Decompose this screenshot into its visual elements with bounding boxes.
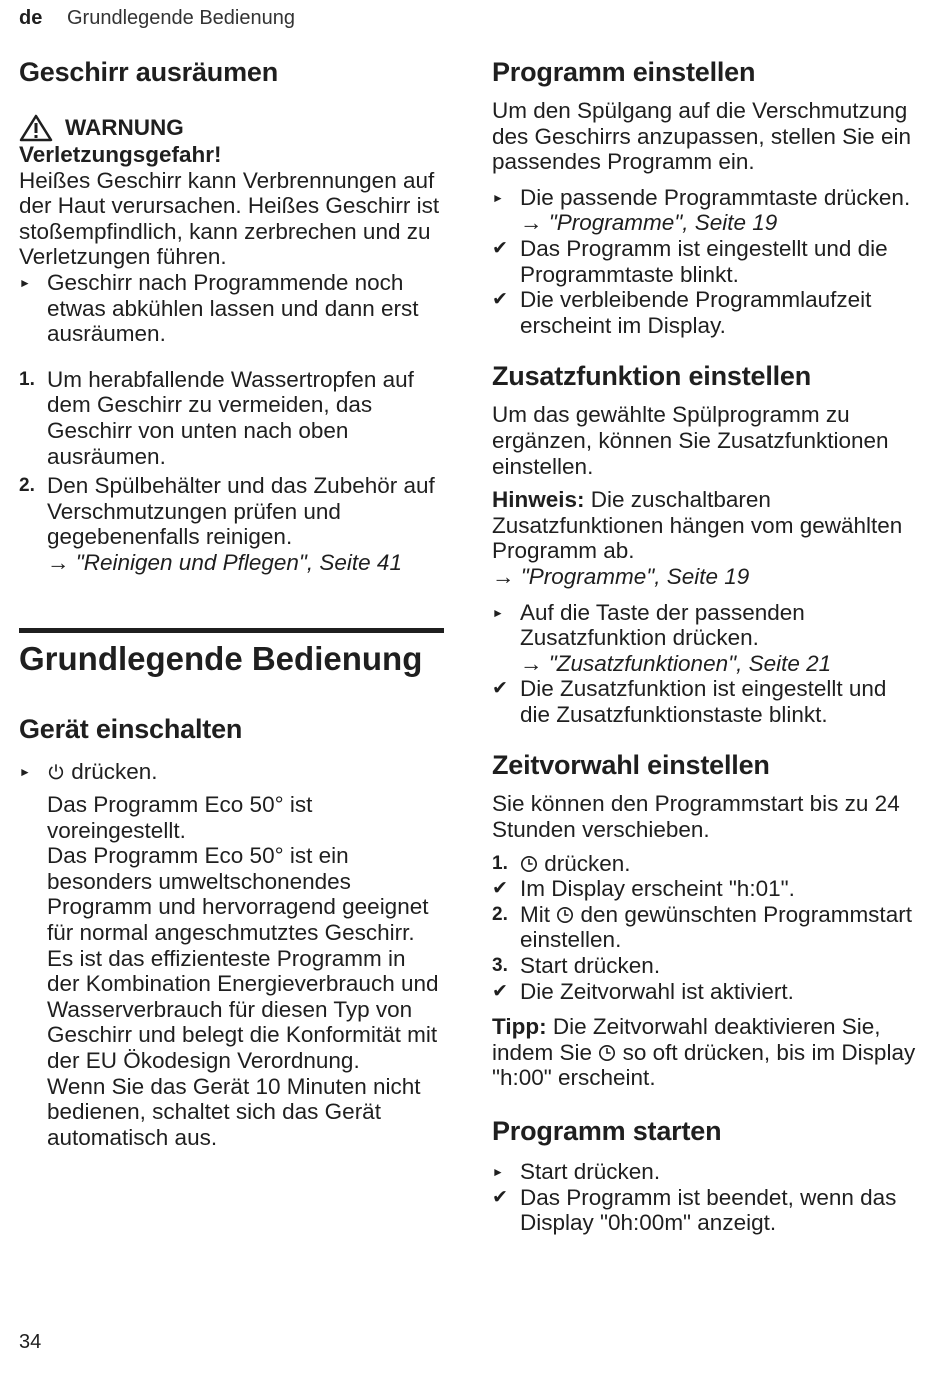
right-column: [492, 52, 922, 1236]
list-item: [492, 676, 922, 727]
list-item: [19, 367, 444, 469]
tip-text: so oft drücken, bis im Display "h:00" erscheint.: [492, 1039, 916, 1091]
result-text: Das Programm ist beendet, wenn das Display "0h:00m" anzeigt.: [520, 1184, 897, 1236]
result-text: Die verbleibende Programmlaufzeit erscheint im Display.: [520, 287, 872, 338]
step-text: drücken.: [544, 850, 631, 876]
cross-reference-link[interactable]: → "Programme", Seite 19: [520, 210, 778, 236]
list-item: [19, 759, 444, 785]
list-item: [492, 1159, 922, 1185]
list-item: [492, 1185, 922, 1236]
step-text: Mit: [520, 901, 550, 927]
tip: [492, 1014, 922, 1091]
warning-step-text: Geschirr nach Programmende noch etwas abkühlen lassen und dann erst ausräumen.: [47, 269, 419, 347]
clock-icon: [520, 855, 538, 873]
step-number: 2.: [19, 475, 35, 497]
step-text: Die passende Programmtaste drücken.: [520, 184, 911, 210]
list-item: [492, 851, 922, 877]
triangle-bullet-icon: ►: [492, 190, 504, 205]
paragraph: Um den Spülgang auf die Verschmutzung des Geschirrs anzupassen, stellen Sie ein passendes Programm ein.: [492, 98, 911, 175]
list-item: [492, 953, 922, 979]
chapter-title: Grundlegende Bedienung: [19, 639, 423, 677]
note-text: Die zuschaltbaren Zusatzfunktionen hängen vom gewählten Programm ab.: [492, 487, 903, 564]
step-text: Start drücken.: [520, 1159, 661, 1184]
warning-box: [19, 114, 444, 347]
warning-triangle-icon: [19, 114, 53, 142]
step-text: den gewünschten Programmstart einstellen.: [520, 901, 912, 953]
header-language: de: [19, 7, 43, 29]
list-item: [492, 902, 922, 953]
result-text: Die Zeitvorwahl ist aktiviert.: [520, 978, 794, 1004]
list-item: [492, 236, 922, 287]
paragraph: Das Programm Eco 50° ist ein besonders umweltschonendes Programm und hervorragend geeignet für normal angeschmutztes Geschirr. Es ist das effizienteste Programm in der Kombination Energieverbrauch und Wasserverbrauch für diesen Typ von Geschirr und belegt die Konformität mit der EU Ökodesign Verordnung.: [47, 843, 439, 1074]
section-title-geraet-einschalten: Gerät einschalten: [19, 713, 243, 744]
cross-reference-link[interactable]: → "Reinigen und Pflegen", Seite 41: [47, 549, 402, 575]
cross-reference-link[interactable]: → "Zusatzfunktionen", Seite 21: [520, 650, 832, 676]
section-title-zusatzfunktion: Zusatzfunktion einstellen: [492, 361, 812, 392]
list-item: [492, 979, 922, 1005]
check-icon: ✔: [492, 980, 508, 1002]
triangle-bullet-icon: ►: [19, 275, 31, 290]
list-item: [19, 473, 444, 575]
warning-headline: Verletzungsgefahr!: [19, 142, 222, 167]
clock-icon: [598, 1044, 616, 1062]
clock-icon: [556, 906, 574, 924]
step-number: 2.: [492, 903, 508, 925]
power-icon: [47, 763, 65, 781]
warning-step: [19, 270, 444, 347]
section-title-geschirr-ausraeumen: Geschirr ausräumen: [19, 57, 279, 87]
step-text: Um herabfallende Wassertropfen auf dem Geschirr zu vermeiden, das Geschirr von unten nach oben ausräumen.: [47, 366, 414, 469]
check-icon: ✔: [492, 289, 508, 311]
section-title-programm-einstellen: Programm einstellen: [492, 57, 756, 87]
list-item: [492, 287, 922, 338]
result-text: Die Zusatzfunktion ist eingestellt und die Zusatzfunktionstaste blinkt.: [520, 676, 887, 727]
left-column: [19, 52, 444, 1150]
step-text: drücken.: [71, 758, 158, 784]
check-icon: ✔: [492, 237, 508, 259]
check-icon: ✔: [492, 1186, 508, 1208]
step-text: Den Spülbehälter und das Zubehör auf Verschmutzungen prüfen und gegebenenfalls reinigen.: [47, 473, 435, 550]
page-number: 34: [19, 1331, 42, 1353]
step-number: 3.: [492, 955, 508, 977]
list-item: [492, 600, 922, 677]
section-title-programm-starten: Programm starten: [492, 1116, 722, 1146]
triangle-bullet-icon: ►: [492, 605, 504, 620]
step-text: Start drücken.: [520, 953, 661, 979]
triangle-bullet-icon: ►: [19, 764, 31, 779]
step-number: 1.: [492, 852, 508, 874]
paragraph: Das Programm Eco 50° ist voreingestellt.: [47, 792, 313, 843]
check-icon: ✔: [492, 878, 508, 900]
note: [492, 487, 922, 589]
section-title-zeitvorwahl: Zeitvorwahl einstellen: [492, 750, 770, 781]
tip-label: Tipp:: [492, 1014, 547, 1040]
step-number: 1.: [19, 368, 35, 390]
list-item: [492, 876, 922, 902]
paragraph: Sie können den Programmstart bis zu 24 Stunden verschieben.: [492, 791, 900, 843]
step-text: Auf die Taste der passenden Zusatzfunktion drücken.: [520, 599, 805, 651]
list-item: [492, 185, 922, 236]
warning-label: WARNUNG: [65, 115, 184, 141]
header-title: Grundlegende Bedienung: [67, 7, 295, 29]
chapter-divider: [19, 628, 444, 633]
paragraph: Wenn Sie das Gerät 10 Minuten nicht bedienen, schaltet sich das Gerät automatisch aus.: [47, 1073, 421, 1150]
check-icon: ✔: [492, 678, 508, 700]
tip-text: Die Zeitvorwahl deaktivieren Sie, indem Sie: [492, 1014, 881, 1065]
result-text: Das Programm ist eingestellt und die Programmtaste blinkt.: [520, 235, 888, 287]
note-label: Hinweis:: [492, 487, 585, 513]
warning-text: Heißes Geschirr kann Verbrennungen auf der Haut verursachen. Heißes Geschirr ist stoßempfindlich, kann zerbrechen und zu Verletzungen führen.: [19, 167, 440, 270]
paragraph: Um das gewählte Spülprogramm zu ergänzen, können Sie Zusatzfunktionen einstellen.: [492, 402, 889, 479]
triangle-bullet-icon: ►: [492, 1165, 504, 1179]
result-text: Im Display erscheint "h:01".: [520, 876, 795, 902]
cross-reference-link[interactable]: → "Programme", Seite 19: [492, 563, 750, 589]
